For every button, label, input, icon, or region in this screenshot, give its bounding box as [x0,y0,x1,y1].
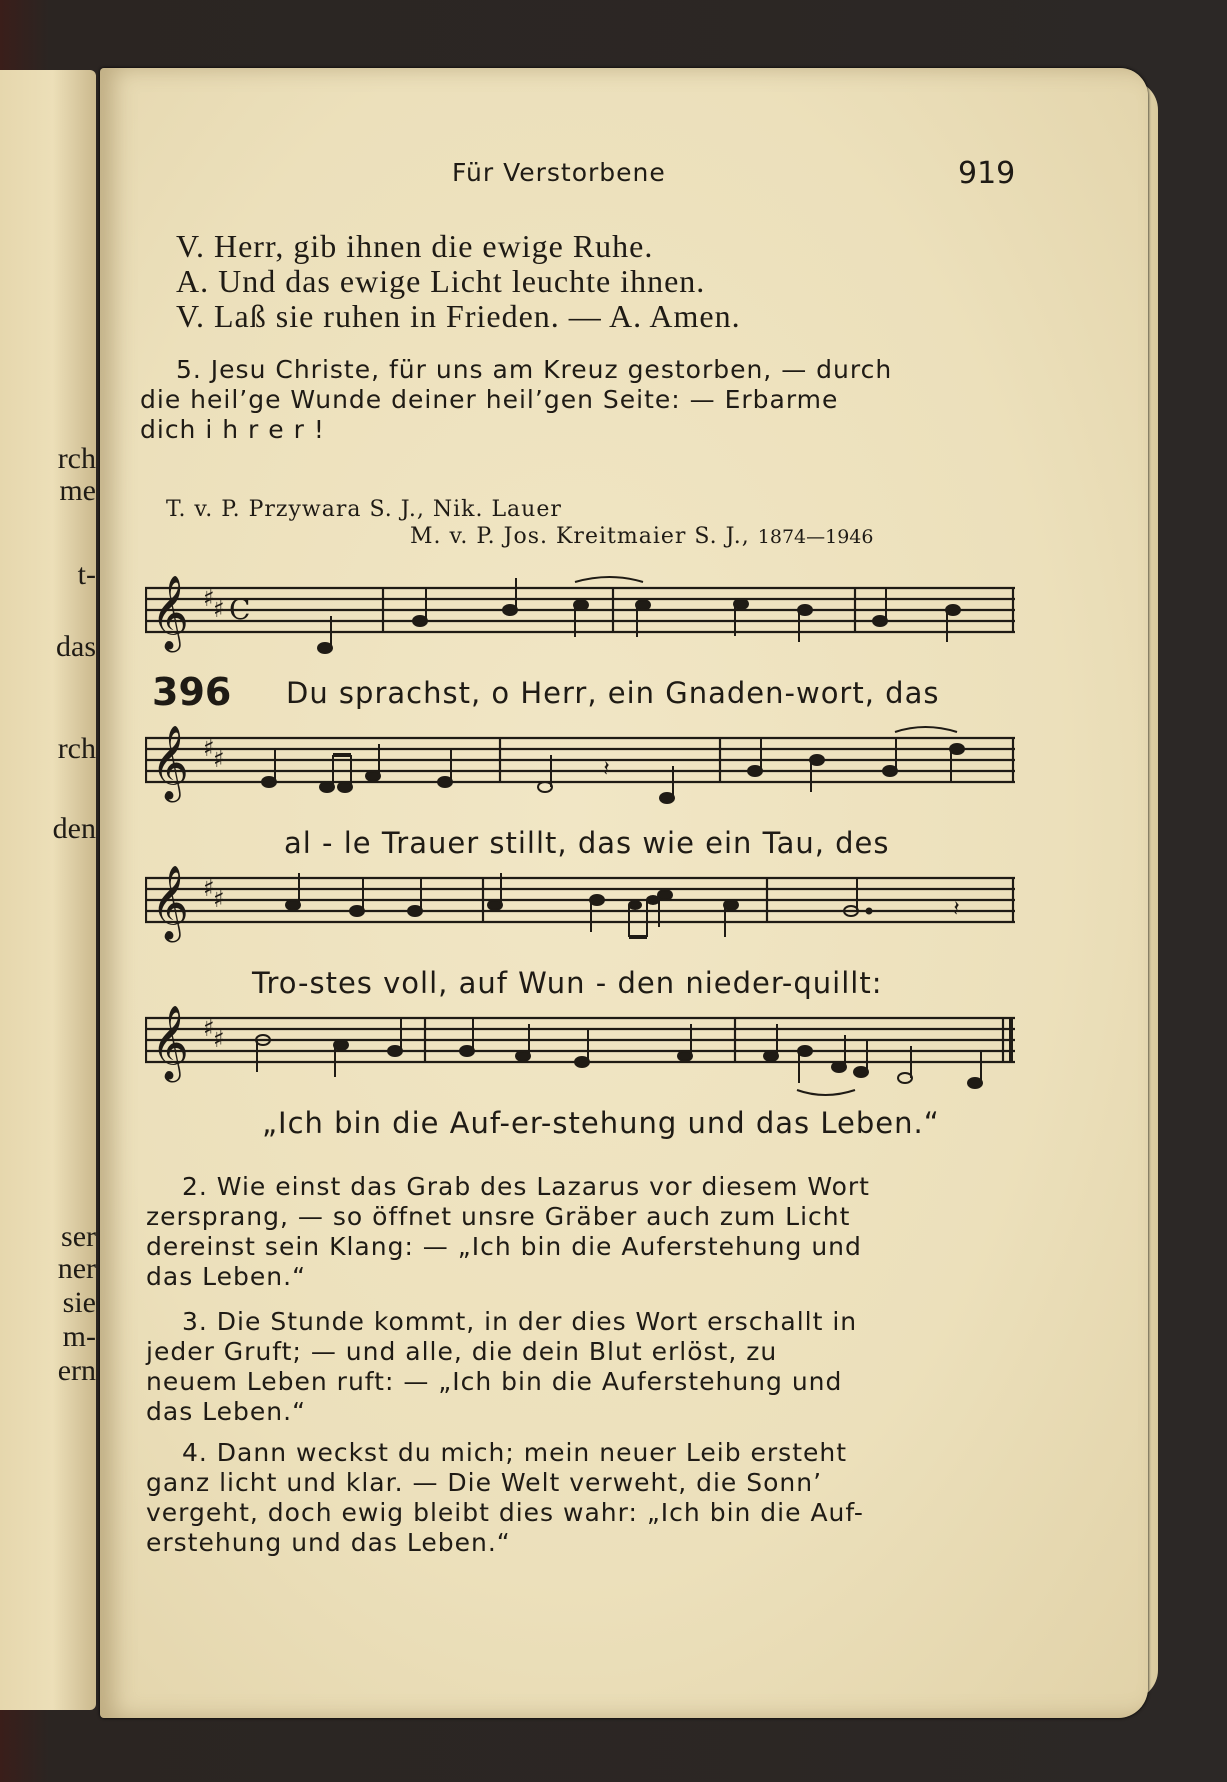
stanza-4 [146,1438,1018,1558]
left-page-edge [0,70,96,1710]
lyric-line-2: al - le Trauer stillt, das wie ein Tau, des [284,826,890,860]
stanza-2 [146,1172,1018,1292]
stanza-line: ganz licht und klar. — Die Welt verweht, die Sonn’ [146,1468,823,1497]
svg-text:♯: ♯ [203,874,215,902]
svg-text:♯: ♯ [213,745,225,773]
prayer-5 [140,355,1016,445]
svg-text:𝄞: 𝄞 [151,576,189,650]
prayer-line: dich i h r e r ! [140,415,325,444]
svg-text:𝄞: 𝄞 [151,866,189,940]
left-fragment: rch [57,732,96,765]
prayer-line: die heil’ge Wunde deiner heil’gen Seite: — Erbarme [140,385,839,414]
song-number: 396 [152,670,232,714]
stanza-3 [146,1307,1018,1427]
page-number: 919 [958,156,1016,191]
svg-text:♯: ♯ [203,734,215,762]
left-fragment: sie [62,1286,96,1319]
stanza-line: das Leben.“ [146,1262,307,1291]
lyric-line-1: Du sprachst, o Herr, ein Gnaden-wort, das [286,676,940,710]
stanza-line: erstehung und das Leben.“ [146,1528,511,1557]
left-fragment: m- [62,1320,96,1353]
stanza-line: vergeht, doch ewig bleibt dies wahr: „Ich bin die Auf- [146,1498,864,1527]
prayer-line: 5. Jesu Christe, für uns am Kreuz gestorben, — durch [176,355,893,384]
left-fragment: me [59,474,96,507]
stanza-line: 3. Die Stunde kommt, in der dies Wort erschallt in [182,1307,858,1336]
left-fragment: ser [61,1220,96,1253]
versicle-line: V. Laß sie ruhen in Frieden. — A. Amen. [176,298,741,334]
versicle-line: A. Und das ewige Licht leuchte ihnen. [176,263,706,299]
left-fragment: das [56,630,96,663]
lyric-line-3: Tro-stes voll, auf Wun - den nieder-quillt: [252,966,883,1000]
svg-text:𝄽: 𝄽 [603,757,610,782]
stanza-line: das Leben.“ [146,1397,307,1426]
svg-text:C: C [229,593,251,626]
lyric-line-4: „Ich bin die Auf-er-stehung und das Leben.“ [262,1106,940,1140]
left-fragment: ern [57,1354,96,1387]
music-credit [410,524,873,549]
page-header-title: Für Verstorbene [452,158,666,187]
music-staff-3 [145,850,1015,960]
stanza-line: jeder Gruft; — und alle, die dein Blut erlöst, zu [146,1337,778,1366]
left-fragment: den [52,812,96,845]
music-staff-1 [145,560,1015,670]
svg-text:♯: ♯ [203,1014,215,1042]
music-staff-2 [145,710,1015,820]
music-staff-4 [145,990,1015,1100]
left-fragment: t- [77,558,96,591]
left-fragment: ner [57,1252,96,1285]
text-credit: T. v. P. Przywara S. J., Nik. Lauer [166,497,562,522]
svg-text:♯: ♯ [213,1025,225,1053]
stanza-line: 4. Dann weckst du mich; mein neuer Leib ersteht [182,1438,848,1467]
svg-text:𝄽: 𝄽 [953,897,960,922]
music-credit-name: M. v. P. Jos. Kreitmaier S. J., [410,524,750,549]
left-fragment: rch [57,442,96,475]
stanza-line: dereinst sein Klang: — „Ich bin die Auferstehung und [146,1232,862,1261]
versicle-line: V. Herr, gib ihnen die ewige Ruhe. [176,228,654,264]
svg-text:♯: ♯ [213,595,225,623]
svg-text:♯: ♯ [203,584,215,612]
stanza-line: neuem Leben ruft: — „Ich bin die Auferstehung und [146,1367,843,1396]
music-credit-dates: 1874—1946 [757,526,874,548]
svg-text:𝄞: 𝄞 [151,726,189,800]
svg-text:𝄞: 𝄞 [151,1006,189,1080]
svg-text:♯: ♯ [213,885,225,913]
stanza-line: zersprang, — so öffnet unsre Gräber auch zum Licht [146,1202,851,1231]
stanza-line: 2. Wie einst das Grab des Lazarus vor diesem Wort [182,1172,870,1201]
